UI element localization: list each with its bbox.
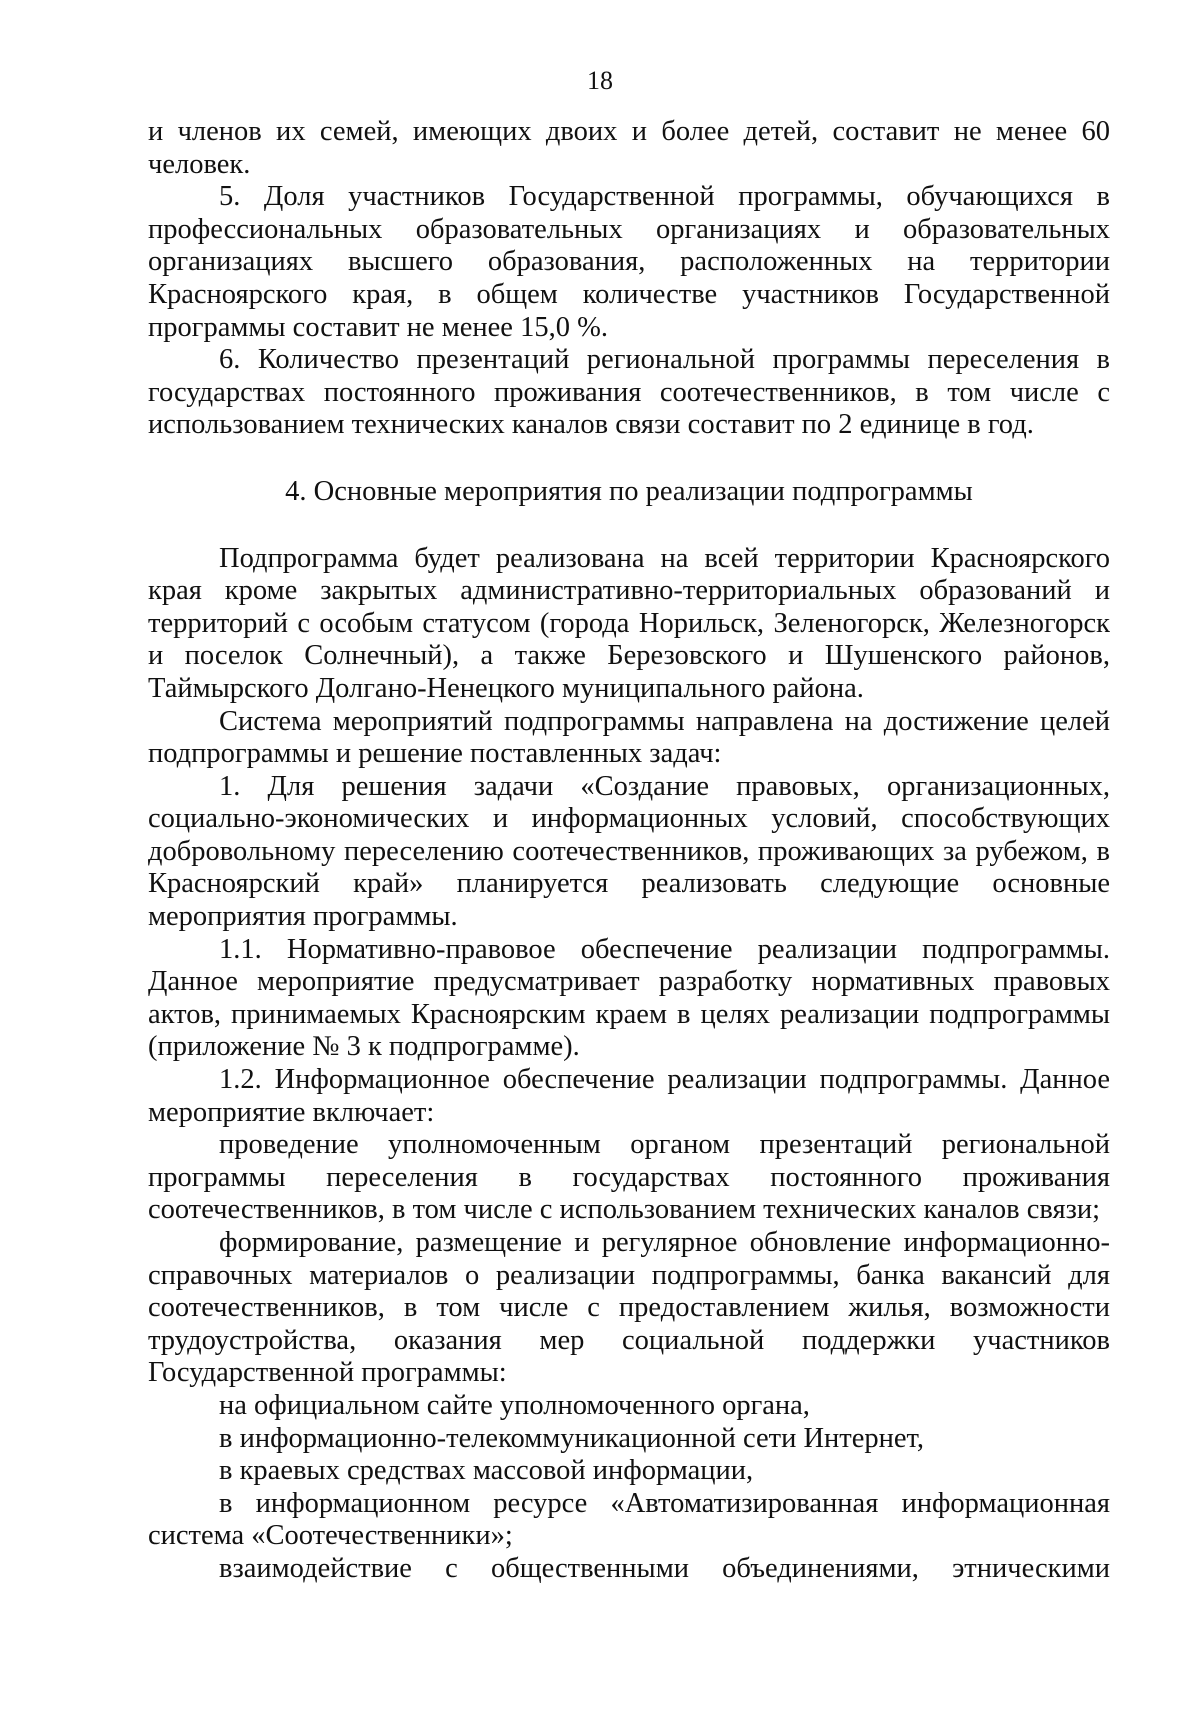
paragraph-item-5: 5. Доля участников Государственной программы, обучающихся в профессиональных образовательных организациях и образовательных организациях высшего образования, расположенных на территории Красноярского края, в общем количестве участников Государственной программы составит не менее 15,0 %. [148,181,1110,343]
paragraph: формирование, размещение и регулярное обновление информационно-справочных материалов о реализации подпрограммы, банка вакансий для соотечественников, в том числе с предоставлением жилья, возможности трудоустройства, оказания мер социальной поддержки участников Государственной программы: [148,1227,1110,1389]
paragraph: 1.1. Нормативно-правовое обеспечение реализации подпрограммы. Данное мероприятие предусматривает разработку нормативных правовых актов, принимаемых Красноярским краем в целях реализации подпрограммы (приложение № 3 к подпрограмме). [148,933,1110,1063]
paragraph: 1.2. Информационное обеспечение реализации подпрограммы. Данное мероприятие включает: [148,1064,1110,1128]
paragraph-cut-off: взаимодействие с общественными объединениями, этническими [219,1552,1110,1584]
list-item: в краевых средствах массовой информации, [219,1455,754,1487]
paragraph: Система мероприятий подпрограммы направлена на достижение целей подпрограммы и решение поставленных задач: [148,705,1110,770]
paragraph-item-6: 6. Количество презентаций региональной программы переселения в государствах постоянного проживания соотечественников, в том числе с использованием технических каналов связи составит по 2 единице в год. [148,344,1110,441]
page-number: 18 [587,66,613,95]
paragraph-continuation: и членов их семей, имеющих двоих и более детей, составит не менее 60 человек. [148,116,1110,180]
section-heading: 4. Основные мероприятия по реализации подпрограммы [285,475,973,507]
list-item: в информационно-телекоммуникационной сети Интернет, [219,1422,924,1454]
list-item: в информационном ресурсе «Автоматизированная информационная система «Соотечественники»; [148,1487,1110,1552]
paragraph: 1. Для решения задачи «Создание правовых, организационных, социально-экономических и информационных условий, способствующих добровольному переселению соотечественников, проживающих за рубежом, в Красноярский край» планируется реализовать следующие основные мероприятия программы. [148,770,1110,933]
paragraph: Подпрограмма будет реализована на всей территории Красноярского края кроме закрытых административно-территориальных образований и территорий с особым статусом (города Норильск, Зеленогорск, Железногорск и поселок Солнечный), а также Березовского и Шушенского районов, Таймырского Долгано-Ненецкого муниципального района. [148,542,1110,704]
list-item: на официальном сайте уполномоченного органа, [219,1389,810,1421]
document-body [148,116,1110,1586]
paragraph: проведение уполномоченным органом презентаций региональной программы переселения в государствах постоянного проживания соотечественников, в том числе с использованием технических каналов связи; [148,1129,1110,1226]
